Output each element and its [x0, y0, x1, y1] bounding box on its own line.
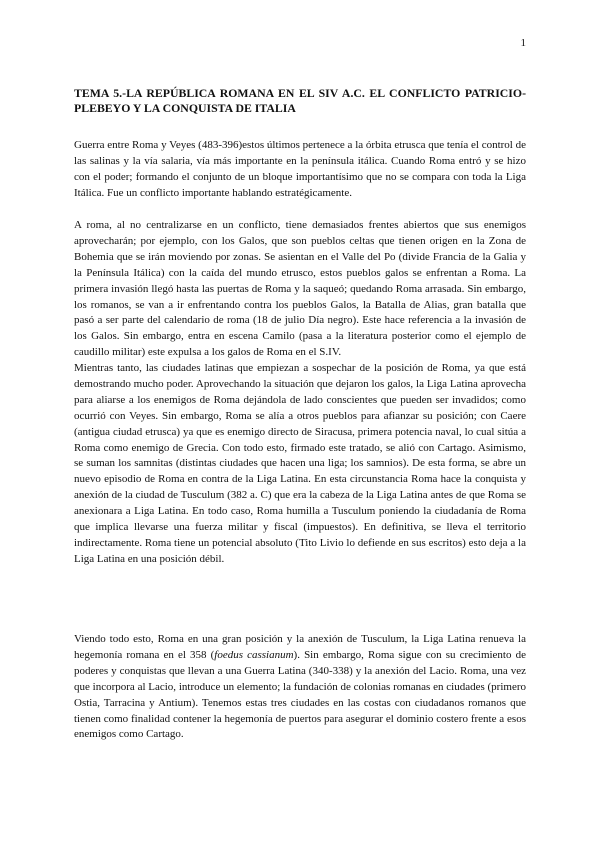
paragraph-galos: A roma, al no centralizarse en un conflicto, tiene demasiados frentes abiertos que sus enemigos aprovecharán; por ejemplo, con los Galos, que son pueblos celtas que tienen origen en la Zona de Bohemia que se irán moviendo por zonas. Se asientan en el Valle del Po (divide Francia de la Galia y la Península Itálica) con la caída del mundo etrusco, estos pueblos galos se enfrentan a Roma. La primera invasión llegó hasta las puertas de Roma y la saqueó; quedando Roma arrasada. Sin embargo, los romanos, se van a ir enfrentando contra los pueblos Galos, la Batalla de Alias, gran batalla que pasó a ser parte del calendario de roma (18 de julio Día negro). Este hace referencia a la invasión de los Galos. Sin embargo, entra en escena Camilo (pasa a la literatura posterior como el ejemplo de caudillo militar) este expulsa a los galos de Roma en el S.IV. [74, 219, 526, 359]
paragraph-veyes: Guerra entre Roma y Veyes (483-396)estos últimos pertenece a la órbita etrusca que tenía el control de las salinas y la vía salaria, vía más importante en la península itálica. Cuando Roma entró y se hizo con el poder; formando el conjunto de un bloque importantísimo que no se compara con toda la Liga Itálica. Fue un conflicto importante hablando estratégicamente. [74, 139, 526, 199]
page-title: TEMA 5.-LA REPÚBLICA ROMANA EN EL SIV A.C. EL CONFLICTO PATRICIO-PLEBEYO Y LA CONQUISTA DE ITALIA [74, 86, 526, 115]
paragraph-tusculum [74, 632, 526, 743]
foedus-cassianum-italic: foedus cassianum [214, 648, 294, 661]
page-number: 1 [520, 37, 526, 49]
paragraph-text-after: ). Sin embargo, Roma sigue con su crecimiento de poderes y conquistas que llevan a una Guerra Latina (340-338) y la anexión del Lacio. Roma, una vez que incorpora al Lacio, introduce un elemento; la fundación de colonias romanas en ciudades (primero Ostia, Tarracina y Antium). Tenemos estas tres ciudades en las costas con ciudadanos romanos que tienen como finalidad contener la hegemonía de puertos para asegurar el dominio costero frente a esos enemigos como Cartago. [74, 648, 526, 741]
paragraph-liga-latina: Mientras tanto, las ciudades latinas que empiezan a sospechar de la posición de Roma, ya que está demostrando mucho poder. Aprovechando la situación que dejaron los galos, la Liga Latina aprovecha para aliarse a los enemigos de Roma dejándola de lado conscientes que pueden ser invadidos; como ocurrió con Veyes. Sin embargo, Roma se alía a otros pueblos para afianzar su posición; con Caere (antigua ciudad etrusca) ya que es enemigo directo de Siracusa, primera potencia naval, lo cual sitúa a Roma como enemigo de Grecia. Con todo esto, firmado este tratado, se alió con Cartago. Asimismo, se suman los samnitas (distintas ciudades que hacen una liga; los samnios). De esta forma, se abre un nuevo episodio de Roma en contra de la Liga Latina. En esta circunstancia Roma hace la conquista y anexión de la ciudad de Tusculum (382 a. C) que era la cabeza de la Liga Latina antes de que Roma se anexionara a Liga Latina. En todo caso, Roma humilla a Tusculum poniendo la ciudadanía de Roma que implica llevarse una fuerza militar y fiscal (impuestos). En definitiva, se lleva el territorio indirectamente. Roma tiene un potencial absoluto (Tito Livio lo defiende en sus escritos) esto deja a la Liga Latina en una posición débil. [74, 362, 526, 565]
paragraph-text-before: Viendo todo esto, Roma en una gran posición y la anexión de Tusculum, la Liga Latina renueva la hegemonía romana en el 358 ( [74, 633, 526, 661]
